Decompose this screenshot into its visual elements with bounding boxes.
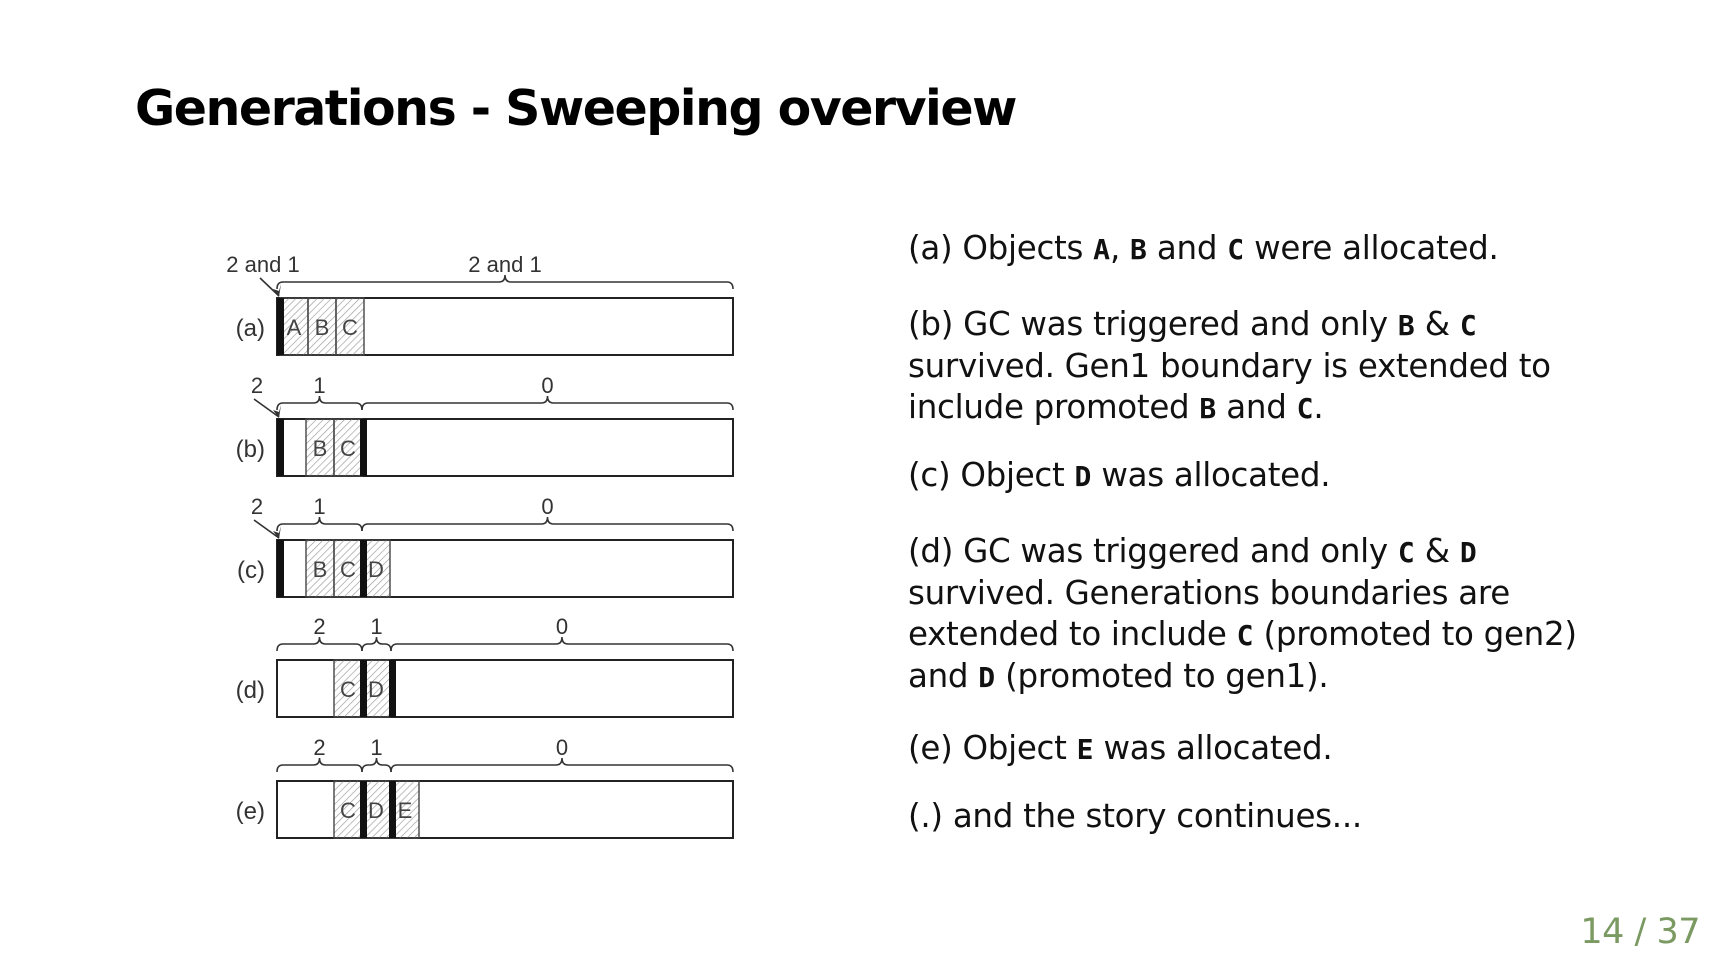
boundary-label: 2 [313, 735, 326, 760]
object-name: C [1459, 309, 1477, 342]
note-text: (b) GC was triggered and only [908, 305, 1398, 343]
diagram-row-a [226, 252, 733, 355]
object-name: D [1459, 536, 1477, 569]
boundary-label: 0 [541, 373, 554, 398]
boundary-label: 0 [555, 614, 569, 639]
note-text: & [1414, 305, 1460, 343]
note-text: (promoted to gen2) and [908, 615, 1577, 695]
object-name: C [1236, 619, 1254, 652]
boundary-pointer [260, 278, 279, 296]
boundary-brace [362, 758, 391, 772]
generation-boundary-mark [389, 660, 396, 717]
slide-title: Generations - Sweeping overview [135, 80, 1016, 137]
boundary-label: 2 [250, 373, 264, 398]
boundary-brace [277, 758, 362, 772]
diagram-row-d [236, 614, 733, 717]
note-text: was allocated. [1093, 729, 1333, 767]
note-text: and [1216, 388, 1297, 426]
boundary-brace [391, 637, 733, 651]
boundary-label: 2 [313, 614, 326, 639]
row-label: (c) [237, 557, 265, 584]
object-label: C [340, 436, 356, 461]
boundary-brace [277, 275, 733, 289]
note-text: & [1414, 532, 1460, 570]
generation-boundary-mark [360, 419, 367, 476]
object-name: A [1093, 233, 1110, 266]
boundary-label: 2 and 1 [226, 252, 300, 277]
note-text: was allocated. [1091, 456, 1331, 494]
note-text: (d) GC was triggered and only [908, 532, 1398, 570]
generation-boundary-mark [360, 540, 367, 597]
note-text: . [1313, 388, 1324, 426]
note-5 [908, 728, 1608, 770]
generation-boundary-mark [277, 540, 284, 597]
boundary-label: 1 [370, 614, 383, 639]
object-name: C [1397, 536, 1415, 569]
note-text: were allocated. [1244, 229, 1499, 267]
boundary-pointer [254, 520, 279, 538]
row-label: (b) [235, 436, 265, 463]
note-text: (.) and the story continues... [908, 797, 1362, 835]
boundary-brace [362, 396, 733, 410]
boundary-label: 0 [541, 494, 554, 519]
diagram-row-b [236, 373, 733, 476]
generation-boundary-mark [277, 298, 284, 355]
object-label: B [312, 436, 328, 461]
boundary-brace [277, 517, 362, 531]
generation-boundary-mark [360, 660, 367, 717]
row-label: (e) [235, 798, 265, 825]
note-1 [908, 228, 1608, 270]
generation-boundary-mark [277, 419, 284, 476]
note-6 [908, 796, 1608, 837]
generation-boundary-mark [360, 781, 367, 838]
diagram-row-c [237, 494, 733, 597]
boundary-brace [362, 517, 733, 531]
object-label: C [342, 315, 358, 340]
boundary-label: 2 [250, 494, 264, 519]
object-label: B [314, 315, 330, 340]
boundary-label: 1 [370, 735, 383, 760]
boundary-brace [391, 758, 733, 772]
object-label: A [286, 315, 302, 340]
note-text: and [1146, 229, 1228, 267]
object-label: D [368, 557, 384, 582]
boundary-label: 2 and 1 [468, 252, 542, 277]
boundary-brace [362, 637, 391, 651]
diagram-row-e [236, 735, 733, 838]
object-label: B [312, 557, 328, 582]
boundary-label: 0 [555, 735, 569, 760]
note-text: (c) Object [908, 456, 1075, 494]
object-name: E [1076, 733, 1094, 766]
boundary-label: 1 [313, 373, 326, 398]
object-label: C [340, 677, 356, 702]
boundary-brace [277, 637, 362, 651]
note-text: , [1109, 229, 1131, 267]
note-4 [908, 531, 1608, 698]
object-name: D [1074, 460, 1092, 493]
object-name: B [1130, 233, 1147, 266]
object-label: C [340, 798, 356, 823]
note-text: (promoted to gen1). [995, 657, 1329, 695]
note-text: (a) Objects [908, 229, 1094, 267]
page-number: 14 / 37 [1580, 912, 1700, 952]
note-2 [908, 304, 1608, 429]
generations-diagram [0, 0, 760, 870]
object-label: D [368, 798, 384, 823]
row-label: (d) [235, 677, 265, 704]
note-text: (e) Object [908, 729, 1077, 767]
object-name: C [1296, 392, 1314, 425]
note-3 [908, 455, 1608, 497]
object-label: D [368, 677, 384, 702]
notes-panel [908, 228, 1608, 837]
object-name: B [1397, 309, 1415, 342]
object-name: D [978, 661, 996, 694]
object-label: E [397, 798, 413, 823]
object-name: B [1199, 392, 1217, 425]
row-label: (a) [235, 315, 265, 342]
note-text: survived. Generations boundaries are extended to include [908, 574, 1510, 653]
note-text: survived. Gen1 boundary is extended to include promoted [908, 347, 1551, 426]
generation-boundary-mark [389, 781, 396, 838]
object-name: C [1227, 233, 1245, 266]
boundary-pointer [254, 399, 279, 417]
boundary-label: 1 [313, 494, 326, 519]
boundary-brace [277, 396, 362, 410]
object-label: C [340, 557, 356, 582]
